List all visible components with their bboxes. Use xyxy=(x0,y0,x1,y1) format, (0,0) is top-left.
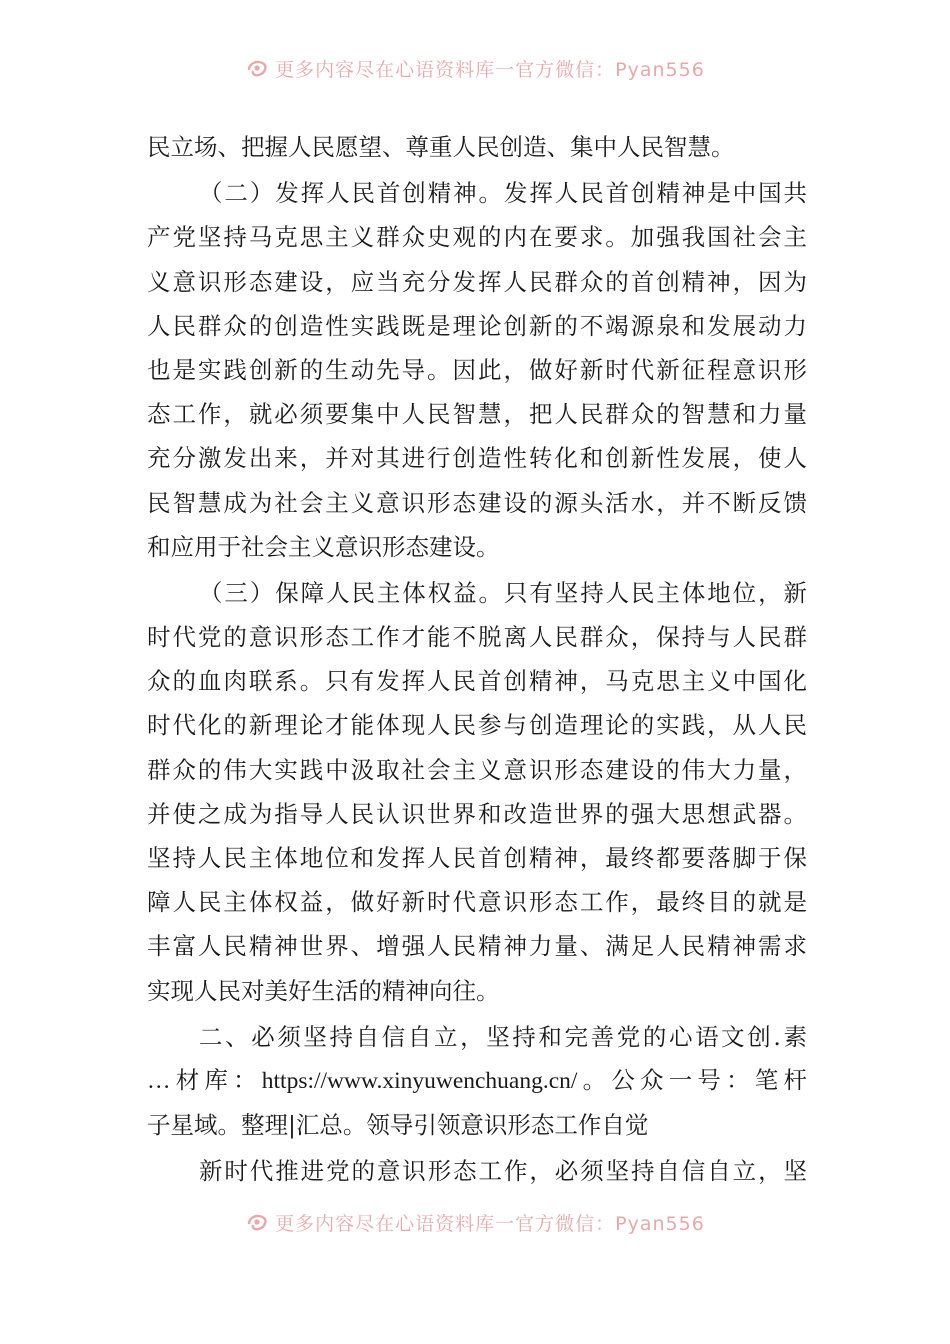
section-heading-line: 二、必须坚持自信自立，坚持和完善党的心语文创.素 xyxy=(199,1022,807,1051)
text-line: 义意识形态建设，应当充分发挥人民群众的首创精神，因为 xyxy=(147,267,807,296)
text-line: 障人民主体权益，做好新时代意识形态工作，最终目的就是 xyxy=(147,888,807,917)
watermark-text: 更多内容尽在心语资料库一官方微信：Pyan556 xyxy=(275,58,705,81)
text-line: 民立场、把握人民愿望、尊重人民创造、集中人民智慧。 xyxy=(147,133,735,161)
text-line: 丰富人民精神世界、增强人民精神力量、满足人民精神需求 xyxy=(147,932,807,961)
text-line: 实现人民对美好生活的精神向往。 xyxy=(147,976,500,1005)
footer-watermark xyxy=(0,1204,950,1240)
text-line: 民智慧成为社会主义意识形态建设的源头活水，并不断反馈 xyxy=(147,488,807,517)
text-line: （三）保障人民主体权益。只有坚持人民主体地位，新 xyxy=(199,578,807,607)
text-line: 子星域。整理|汇总。领导引领意识形态工作自觉 xyxy=(147,1111,649,1140)
text-line: 人民群众的创造性实践既是理论创新的不竭源泉和发展动力 xyxy=(147,311,807,340)
watermark-logo-icon xyxy=(245,1210,269,1234)
text-line-with-link: …材库：https://www.xinyuwenchuang.cn/。公众一号：笔杆 xyxy=(147,1067,807,1094)
text-line: 态工作，就必须要集中人民智慧，把人民群众的智慧和力量 xyxy=(147,400,807,429)
text-line: 坚持人民主体地位和发挥人民首创精神，最终都要落脚于保 xyxy=(147,844,807,872)
text-line: 并使之成为指导人民认识世界和改造世界的强大思想武器。 xyxy=(147,799,807,828)
text-line: 充分激发出来，并对其进行创造性转化和创新性发展，使人 xyxy=(147,444,807,473)
document-body xyxy=(147,125,807,1194)
header-watermark xyxy=(0,50,950,86)
text-line: 和应用于社会主义意识形态建设。 xyxy=(147,532,500,561)
text-line: 时代化的新理论才能体现人民参与创造理论的实践，从人民 xyxy=(147,711,807,740)
text-line: 群众的伟大实践中汲取社会主义意识形态建设的伟大力量， xyxy=(147,755,807,784)
text-line: 也是实践创新的生动先导。因此，做好新时代新征程意识形 xyxy=(147,355,807,384)
watermark-logo-icon xyxy=(245,56,269,80)
text-line: 产党坚持马克思主义群众史观的内在要求。加强我国社会主 xyxy=(147,223,807,252)
watermark-text: 更多内容尽在心语资料库一官方微信：Pyan556 xyxy=(275,1212,705,1235)
text-line: （二）发挥人民首创精神。发挥人民首创精神是中国共 xyxy=(199,179,807,208)
text-line: 众的血肉联系。只有发挥人民首创精神，马克思主义中国化 xyxy=(147,667,807,696)
text-line: 新时代推进党的意识形态工作，必须坚持自信自立，坚 xyxy=(199,1157,807,1186)
text-line: 时代党的意识形态工作才能不脱离人民群众，保持与人民群 xyxy=(147,623,807,652)
